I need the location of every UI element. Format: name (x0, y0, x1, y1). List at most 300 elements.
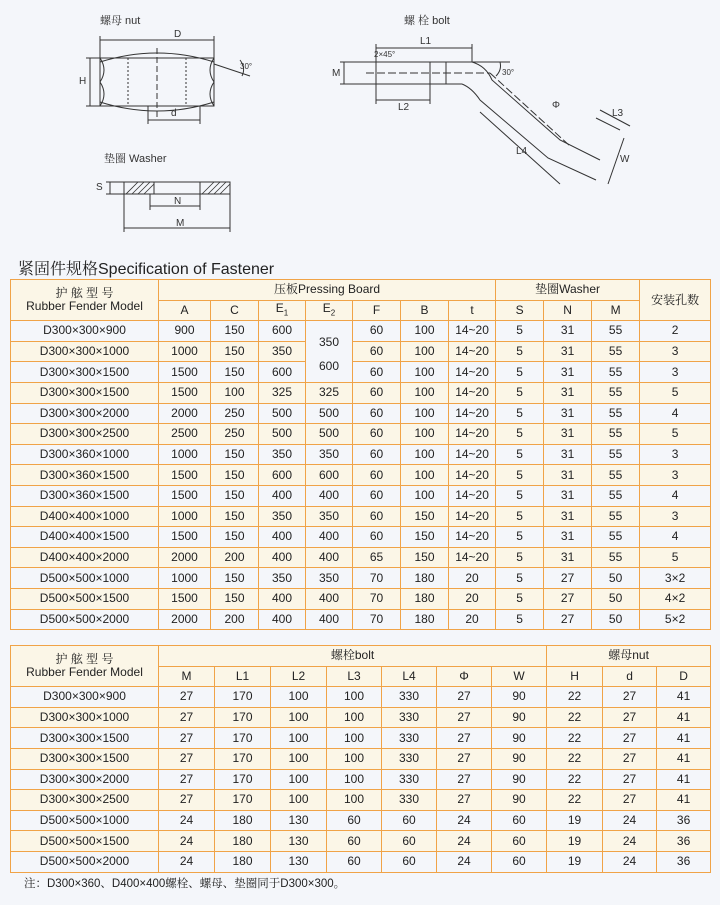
col-E2-letter: E (322, 301, 331, 316)
cell-D: 41 (657, 769, 711, 790)
cell-B: 100 (401, 403, 449, 424)
cell-H: 19 (547, 810, 603, 831)
cell-D: 36 (657, 831, 711, 852)
cell-holes: 4 (640, 485, 711, 506)
nut-drawing (86, 36, 253, 124)
model-header (11, 646, 159, 687)
col-t: t (449, 300, 496, 321)
cell-t: 14~20 (449, 547, 496, 568)
cell-B: 100 (401, 485, 449, 506)
table-row (11, 485, 711, 506)
cell-L4: 330 (382, 769, 437, 790)
cell-C: 150 (211, 341, 259, 362)
cell-N: 31 (544, 403, 592, 424)
cell-t: 14~20 (449, 403, 496, 424)
cell-H: 22 (547, 748, 603, 769)
nut-dim-d: d (171, 108, 177, 119)
nut-label: 螺母 nut (100, 15, 141, 27)
col-phi: Φ (437, 666, 492, 687)
cell-F: 60 (353, 424, 401, 445)
cell-H: 22 (547, 728, 603, 749)
col-d: d (603, 666, 657, 687)
cell-F: 60 (353, 485, 401, 506)
cell-N: 27 (544, 568, 592, 589)
cell-d: 24 (603, 810, 657, 831)
cell-H: 22 (547, 687, 603, 708)
cell-M: 55 (592, 321, 640, 342)
cell-t: 14~20 (449, 465, 496, 486)
table-row (11, 444, 711, 465)
table-row (11, 506, 711, 527)
group-nut: 螺母nut (547, 646, 711, 667)
cell-W: 90 (492, 707, 547, 728)
bolt-dim-L3: L3 (612, 108, 624, 119)
cell-B: 100 (401, 382, 449, 403)
cell-C: 200 (211, 547, 259, 568)
bolt-dim-L2: L2 (398, 102, 410, 113)
bolt-dim-M: M (332, 68, 341, 79)
cell-phi: 27 (437, 728, 492, 749)
cell-C: 150 (211, 321, 259, 342)
cell-E2: 500 (306, 424, 353, 445)
cell-M: 24 (159, 851, 215, 872)
cell-C: 100 (211, 382, 259, 403)
col-E1-sub: 1 (283, 308, 289, 318)
cell-B: 100 (401, 341, 449, 362)
cell-t: 20 (449, 588, 496, 609)
cell-M: 50 (592, 568, 640, 589)
washer-drawing (106, 182, 230, 232)
cell-C: 150 (211, 444, 259, 465)
pressing-board-washer-table (10, 279, 711, 630)
col-H: H (547, 666, 603, 687)
cell-L3: 100 (327, 687, 382, 708)
col-L4: L4 (382, 666, 437, 687)
cell-t: 14~20 (449, 506, 496, 527)
cell-holes: 5 (640, 382, 711, 403)
cell-B: 100 (401, 424, 449, 445)
cell-M: 55 (592, 403, 640, 424)
cell-D: 41 (657, 687, 711, 708)
table-row (11, 609, 711, 630)
table-row (11, 831, 711, 852)
model-header-cn: 护 舷 型 号 (55, 285, 114, 300)
cell-model: D300×300×2500 (11, 424, 159, 445)
cell-E1: 400 (259, 588, 306, 609)
cell-d: 27 (603, 769, 657, 790)
cell-F: 60 (353, 444, 401, 465)
cell-E2-value-2: 600 (318, 358, 340, 373)
cell-t: 14~20 (449, 382, 496, 403)
cell-L2: 100 (271, 748, 327, 769)
cell-A: 1000 (159, 506, 211, 527)
col-L1: L1 (215, 666, 271, 687)
cell-M: 24 (159, 810, 215, 831)
cell-L3: 100 (327, 707, 382, 728)
cell-L2: 100 (271, 707, 327, 728)
cell-E2: 500 (306, 403, 353, 424)
cell-E2: 350 (306, 444, 353, 465)
cell-model: D300×300×1500 (11, 362, 159, 383)
cell-A: 1500 (159, 465, 211, 486)
cell-F: 70 (353, 568, 401, 589)
cell-N: 31 (544, 444, 592, 465)
col-M: M (592, 300, 640, 321)
cell-N: 31 (544, 321, 592, 342)
cell-F: 70 (353, 609, 401, 630)
cell-M: 27 (159, 728, 215, 749)
cell-L4: 60 (382, 810, 437, 831)
cell-W: 60 (492, 831, 547, 852)
cell-W: 60 (492, 810, 547, 831)
cell-E2-value-1: 350 (318, 335, 340, 350)
cell-E1: 350 (259, 444, 306, 465)
model-header-cn: 护 舷 型 号 (55, 651, 114, 666)
cell-E1: 400 (259, 547, 306, 568)
cell-C: 250 (211, 424, 259, 445)
bolt-dim-phi: Φ (552, 100, 560, 111)
cell-C: 150 (211, 362, 259, 383)
cell-E2: 325 (306, 382, 353, 403)
cell-D: 41 (657, 748, 711, 769)
table-row (11, 403, 711, 424)
cell-holes: 4 (640, 403, 711, 424)
cell-L2: 100 (271, 728, 327, 749)
cell-E1: 500 (259, 403, 306, 424)
cell-M: 55 (592, 506, 640, 527)
cell-d: 27 (603, 707, 657, 728)
cell-F: 60 (353, 506, 401, 527)
bolt-dim-L4: L4 (516, 146, 528, 157)
cell-holes: 3×2 (640, 568, 711, 589)
cell-E1: 400 (259, 527, 306, 548)
bolt-dim-W: W (620, 154, 630, 165)
cell-model: D300×300×1500 (11, 748, 159, 769)
cell-model: D300×300×1000 (11, 707, 159, 728)
col-C: C (211, 300, 259, 321)
cell-C: 150 (211, 568, 259, 589)
cell-S: 5 (496, 444, 544, 465)
cell-L3: 100 (327, 769, 382, 790)
cell-A: 1000 (159, 568, 211, 589)
cell-E2: 400 (306, 547, 353, 568)
cell-L3: 60 (327, 810, 382, 831)
cell-M: 55 (592, 485, 640, 506)
cell-M: 27 (159, 790, 215, 811)
cell-E1: 600 (259, 465, 306, 486)
cell-E2: 350 (306, 506, 353, 527)
cell-d: 24 (603, 831, 657, 852)
col-L2: L2 (271, 666, 327, 687)
cell-W: 90 (492, 769, 547, 790)
table-row (11, 810, 711, 831)
bolt-dim-angle: 30° (502, 68, 515, 77)
cell-phi: 24 (437, 831, 492, 852)
cell-t: 14~20 (449, 424, 496, 445)
cell-A: 2000 (159, 609, 211, 630)
cell-F: 60 (353, 527, 401, 548)
col-A: A (159, 300, 211, 321)
cell-B: 100 (401, 444, 449, 465)
cell-L4: 330 (382, 707, 437, 728)
cell-d: 27 (603, 748, 657, 769)
cell-L1: 180 (215, 851, 271, 872)
cell-model: D300×300×2000 (11, 769, 159, 790)
cell-N: 31 (544, 382, 592, 403)
cell-phi: 27 (437, 769, 492, 790)
cell-C: 150 (211, 588, 259, 609)
cell-S: 5 (496, 321, 544, 342)
cell-S: 5 (496, 362, 544, 383)
cell-B: 180 (401, 568, 449, 589)
cell-N: 31 (544, 465, 592, 486)
cell-A: 1000 (159, 444, 211, 465)
cell-L1: 180 (215, 831, 271, 852)
cell-F: 60 (353, 341, 401, 362)
cell-E2-merged (306, 321, 353, 383)
cell-D: 41 (657, 707, 711, 728)
cell-E1: 350 (259, 506, 306, 527)
cell-M: 55 (592, 382, 640, 403)
cell-model: D500×500×2000 (11, 609, 159, 630)
cell-D: 41 (657, 728, 711, 749)
cell-E1: 350 (259, 341, 306, 362)
cell-M: 27 (159, 769, 215, 790)
cell-t: 14~20 (449, 362, 496, 383)
holes-header: 安装孔数 (640, 280, 711, 321)
cell-E1: 600 (259, 321, 306, 342)
cell-E2: 400 (306, 588, 353, 609)
cell-A: 2500 (159, 424, 211, 445)
cell-holes: 5×2 (640, 609, 711, 630)
cell-A: 1500 (159, 527, 211, 548)
col-E1-letter: E (275, 301, 284, 316)
col-F: F (353, 300, 401, 321)
cell-C: 150 (211, 506, 259, 527)
cell-t: 20 (449, 609, 496, 630)
cell-C: 150 (211, 485, 259, 506)
washer-dim-S: S (96, 182, 103, 193)
cell-L2: 130 (271, 810, 327, 831)
bolt-dim-L1: L1 (420, 36, 432, 47)
cell-E1: 600 (259, 362, 306, 383)
cell-N: 31 (544, 547, 592, 568)
cell-L1: 180 (215, 810, 271, 831)
cell-model: D300×300×900 (11, 321, 159, 342)
cell-model: D300×300×2000 (11, 403, 159, 424)
cell-E1: 400 (259, 609, 306, 630)
model-header-en: Rubber Fender Model (26, 665, 143, 680)
fastener-diagrams (0, 0, 720, 250)
cell-phi: 24 (437, 851, 492, 872)
table-row (11, 362, 711, 383)
cell-M: 55 (592, 527, 640, 548)
cell-H: 19 (547, 831, 603, 852)
table-row (11, 707, 711, 728)
cell-model: D400×400×2000 (11, 547, 159, 568)
cell-N: 31 (544, 424, 592, 445)
cell-W: 90 (492, 687, 547, 708)
col-E2-sub: 2 (330, 308, 336, 318)
group-washer: 垫圈Washer (496, 280, 640, 301)
cell-E2: 350 (306, 568, 353, 589)
cell-N: 31 (544, 362, 592, 383)
cell-S: 5 (496, 506, 544, 527)
cell-L2: 100 (271, 790, 327, 811)
cell-E1: 500 (259, 424, 306, 445)
cell-B: 180 (401, 609, 449, 630)
cell-C: 150 (211, 527, 259, 548)
cell-t: 14~20 (449, 527, 496, 548)
nut-dim-angle: 30° (240, 62, 253, 71)
cell-A: 1500 (159, 588, 211, 609)
cell-M: 55 (592, 362, 640, 383)
cell-M: 27 (159, 687, 215, 708)
cell-D: 41 (657, 790, 711, 811)
col-E2 (306, 300, 353, 321)
cell-M: 55 (592, 547, 640, 568)
cell-F: 70 (353, 588, 401, 609)
cell-model: D400×400×1000 (11, 506, 159, 527)
col-N: N (544, 300, 592, 321)
washer-label: 垫圈 Washer (104, 153, 167, 165)
col-W: W (492, 666, 547, 687)
table-row (11, 382, 711, 403)
cell-L2: 100 (271, 687, 327, 708)
cell-t: 20 (449, 568, 496, 589)
cell-E2: 400 (306, 527, 353, 548)
col-E1 (259, 300, 306, 321)
cell-W: 90 (492, 728, 547, 749)
cell-E1: 400 (259, 485, 306, 506)
cell-D: 36 (657, 851, 711, 872)
cell-M: 55 (592, 465, 640, 486)
table-row (11, 424, 711, 445)
cell-E1: 325 (259, 382, 306, 403)
cell-t: 14~20 (449, 444, 496, 465)
cell-E2: 400 (306, 609, 353, 630)
bolt-dim-chamfer: 2×45° (374, 50, 396, 59)
cell-W: 90 (492, 748, 547, 769)
cell-phi: 27 (437, 687, 492, 708)
cell-holes: 4 (640, 527, 711, 548)
cell-S: 5 (496, 403, 544, 424)
cell-E2: 400 (306, 485, 353, 506)
cell-model: D300×360×1000 (11, 444, 159, 465)
cell-L1: 170 (215, 790, 271, 811)
cell-L3: 100 (327, 728, 382, 749)
cell-model: D300×360×1500 (11, 485, 159, 506)
table-row (11, 851, 711, 872)
cell-E1: 350 (259, 568, 306, 589)
cell-holes: 2 (640, 321, 711, 342)
cell-A: 1500 (159, 485, 211, 506)
cell-S: 5 (496, 485, 544, 506)
cell-M: 55 (592, 444, 640, 465)
cell-S: 5 (496, 568, 544, 589)
cell-L1: 170 (215, 748, 271, 769)
col-B: B (401, 300, 449, 321)
cell-model: D500×500×2000 (11, 851, 159, 872)
cell-F: 60 (353, 382, 401, 403)
cell-B: 150 (401, 547, 449, 568)
cell-M: 27 (159, 748, 215, 769)
model-header-en: Rubber Fender Model (26, 299, 143, 314)
cell-N: 31 (544, 485, 592, 506)
cell-B: 100 (401, 362, 449, 383)
cell-model: D500×500×1500 (11, 588, 159, 609)
table-row (11, 790, 711, 811)
cell-S: 5 (496, 424, 544, 445)
cell-model: D300×360×1500 (11, 465, 159, 486)
cell-A: 2000 (159, 403, 211, 424)
cell-B: 180 (401, 588, 449, 609)
cell-W: 90 (492, 790, 547, 811)
cell-A: 1000 (159, 341, 211, 362)
cell-F: 60 (353, 465, 401, 486)
table-row (11, 321, 711, 342)
cell-H: 19 (547, 851, 603, 872)
cell-L4: 60 (382, 831, 437, 852)
nut-dim-D: D (174, 29, 182, 40)
cell-D: 36 (657, 810, 711, 831)
cell-A: 900 (159, 321, 211, 342)
cell-M: 27 (159, 707, 215, 728)
cell-L4: 330 (382, 728, 437, 749)
cell-A: 1500 (159, 382, 211, 403)
footnote: 注：D300×360、D400×400螺栓、螺母、垫圈同于D300×300。 (24, 878, 346, 890)
cell-M: 55 (592, 341, 640, 362)
cell-F: 65 (353, 547, 401, 568)
section-title: 紧固件规格Specification of Fastener (18, 261, 275, 278)
cell-S: 5 (496, 527, 544, 548)
cell-A: 2000 (159, 547, 211, 568)
cell-M: 50 (592, 609, 640, 630)
cell-L2: 100 (271, 769, 327, 790)
cell-M: 50 (592, 588, 640, 609)
table-row (11, 728, 711, 749)
cell-S: 5 (496, 341, 544, 362)
cell-L1: 170 (215, 707, 271, 728)
cell-L4: 330 (382, 790, 437, 811)
cell-L4: 60 (382, 851, 437, 872)
cell-L3: 60 (327, 851, 382, 872)
bolt-nut-table (10, 645, 711, 873)
group-pressing-board: 压板Pressing Board (159, 280, 496, 301)
cell-phi: 27 (437, 748, 492, 769)
cell-L2: 130 (271, 851, 327, 872)
cell-L4: 330 (382, 687, 437, 708)
cell-t: 14~20 (449, 321, 496, 342)
cell-L3: 100 (327, 790, 382, 811)
cell-model: D500×500×1000 (11, 810, 159, 831)
cell-d: 27 (603, 687, 657, 708)
cell-L1: 170 (215, 728, 271, 749)
cell-E2: 600 (306, 465, 353, 486)
table-row (11, 748, 711, 769)
cell-L3: 100 (327, 748, 382, 769)
cell-model: D400×400×1500 (11, 527, 159, 548)
table-row (11, 687, 711, 708)
cell-L4: 330 (382, 748, 437, 769)
cell-S: 5 (496, 465, 544, 486)
cell-phi: 27 (437, 790, 492, 811)
cell-model: D500×500×1000 (11, 568, 159, 589)
cell-S: 5 (496, 382, 544, 403)
col-L3: L3 (327, 666, 382, 687)
cell-W: 60 (492, 851, 547, 872)
cell-model: D300×300×1500 (11, 728, 159, 749)
